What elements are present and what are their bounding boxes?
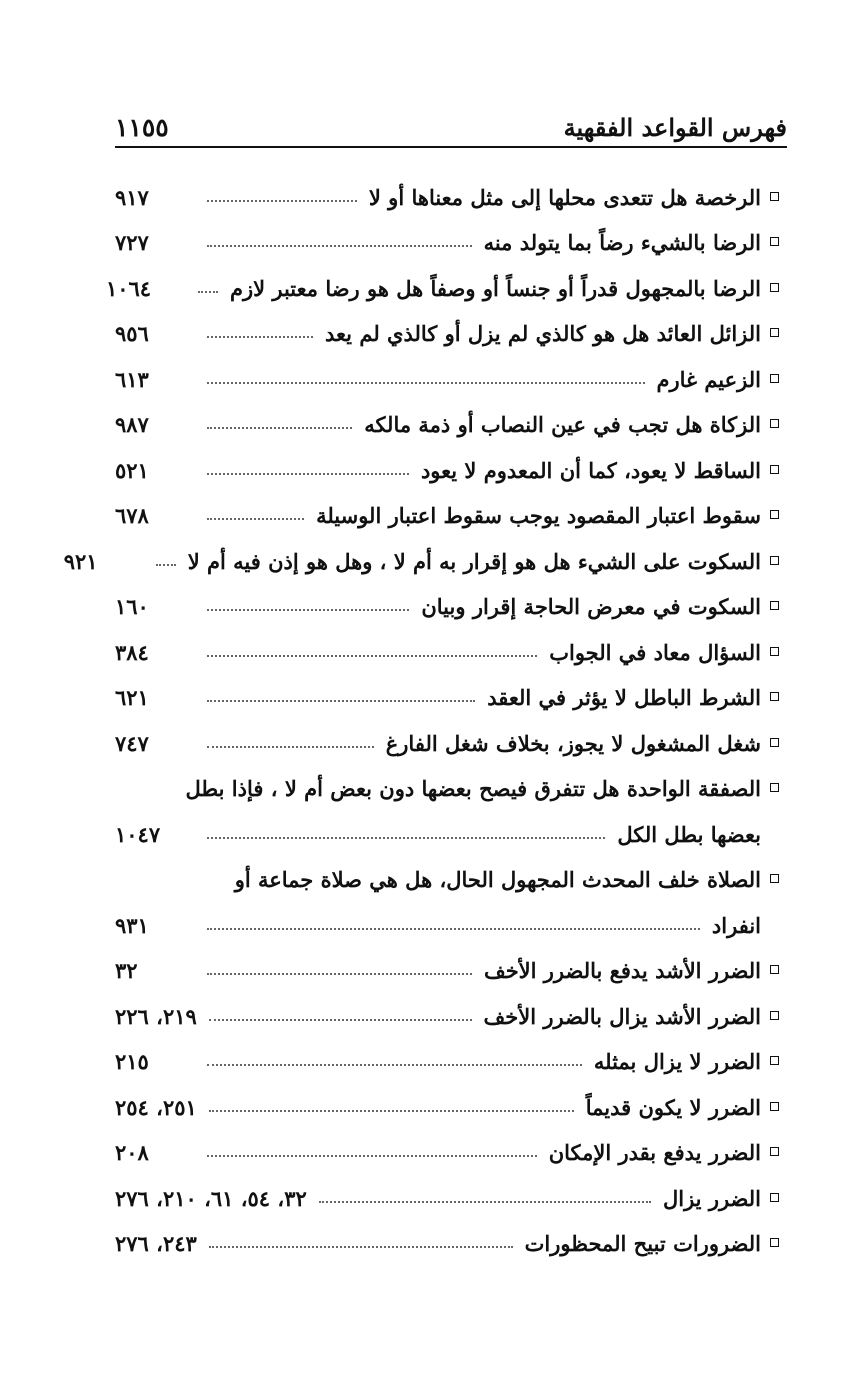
index-entry-pages: ٢٤٣، ٢٧٦ [115, 1231, 197, 1256]
index-entry [115, 671, 787, 717]
index-entry [115, 580, 787, 626]
index-entry-text: الزعيم غارم [656, 366, 761, 392]
index-entry-text: الضرر لا يكون قديماً [585, 1094, 761, 1120]
square-bullet-icon [761, 236, 787, 261]
index-entry-pages: ٢١٩، ٢٢٦ [115, 1003, 197, 1029]
index-entry [115, 1217, 787, 1263]
index-entry [115, 989, 787, 1035]
dot-leader [319, 1201, 651, 1203]
index-entry-line [115, 443, 787, 489]
index-entry-text: الضرر لا يزال بمثله [593, 1049, 761, 1074]
index-entry-first-line [115, 853, 787, 899]
index-entry-pages: ٩٥٦ [115, 321, 149, 346]
index-entry-continuation-line [115, 898, 787, 944]
index-entry-line [115, 1080, 787, 1126]
page-title: فهرس القواعد الفقهية [563, 113, 787, 142]
index-entry [115, 1126, 787, 1172]
dot-leader [207, 518, 304, 520]
square-bullet-icon [761, 327, 787, 352]
index-entry-pages: ٢٠٨ [115, 1140, 149, 1165]
index-entry-line [115, 352, 787, 398]
index-entry-text: الساقط لا يعود، كما أن المعدوم لا يعود [420, 457, 761, 483]
index-entry-text: الضرر يدفع بقدر الإمكان [548, 1140, 761, 1165]
index-entry-line [115, 216, 787, 262]
square-bullet-icon [761, 509, 787, 534]
index-entry-first-line [115, 762, 787, 808]
index-entry-line [105, 261, 787, 307]
index-entry [115, 853, 787, 944]
index-entry-line [115, 625, 787, 671]
dot-leader [207, 700, 475, 702]
index-entry-text: شغل المشغول لا يجوز، بخلاف شغل الفارغ [385, 730, 761, 756]
index-entry-line [63, 534, 787, 580]
index-entry-line [115, 1035, 787, 1081]
dot-leader [207, 837, 605, 839]
index-entry-continuation-text: انفراد [711, 912, 761, 938]
index-entry-line [115, 944, 787, 990]
square-bullet-icon [761, 1237, 787, 1262]
square-bullet-icon [761, 782, 787, 807]
dot-leader [207, 245, 472, 247]
index-entry-pages: ٣٢، ٥٤، ٦١، ٢١٠، ٢٧٦ [115, 1185, 307, 1211]
index-entry-pages: ٩٣١ [115, 912, 149, 938]
index-entry [115, 398, 787, 444]
dot-leader [207, 427, 352, 429]
index-entry-pages: ٢٥١، ٢٥٤ [115, 1094, 197, 1120]
index-entry-text: الضرر يزال [662, 1185, 761, 1211]
index-entry-text: الضرر الأشد يزال بالضرر الأخف [483, 1003, 761, 1029]
index-entry-line [115, 307, 787, 353]
index-entry [115, 216, 787, 262]
index-entry-line [115, 489, 787, 535]
square-bullet-icon [761, 464, 787, 489]
dot-leader [207, 655, 537, 657]
index-entry [115, 762, 787, 853]
square-bullet-icon [761, 646, 787, 671]
square-bullet-icon [761, 191, 787, 216]
index-entry [115, 1035, 787, 1081]
dot-leader [207, 336, 313, 338]
index-entry [115, 625, 787, 671]
index-entry-pages: ١٦٠ [115, 594, 149, 619]
square-bullet-icon [761, 691, 787, 716]
square-bullet-icon [761, 1055, 787, 1080]
dot-leader [198, 291, 218, 293]
index-entry-pages: ١٠٤٧ [115, 821, 161, 847]
index-entry-line [115, 989, 787, 1035]
index-entry-pages: ٩٨٧ [115, 412, 149, 437]
index-entry-text: الضرر الأشد يدفع بالضرر الأخف [483, 958, 761, 983]
square-bullet-icon [761, 555, 787, 580]
index-entry [115, 489, 787, 535]
index-entry-line [115, 398, 787, 444]
index-entry-text: الشرط الباطل لا يؤثر في العقد [487, 685, 761, 710]
index-entry-pages: ١٠٦٤ [105, 275, 152, 301]
index-entry-text: الضرورات تبيح المحظورات [524, 1231, 761, 1256]
index-entry-line [115, 1217, 787, 1263]
dot-leader [207, 382, 645, 384]
index-entry-continuation-text: بعضها بطل الكل [617, 821, 761, 847]
index-entry-text: الرخصة هل تتعدى محلها إلى مثل معناها أو لا [368, 184, 761, 210]
index-entry-pages: ٩٢١ [63, 548, 98, 574]
square-bullet-icon [761, 282, 787, 307]
square-bullet-icon [761, 1010, 787, 1035]
index-entry [115, 944, 787, 990]
dot-leader [207, 973, 472, 975]
dot-leader [209, 1110, 574, 1112]
index-entry-line [115, 671, 787, 717]
square-bullet-icon [761, 737, 787, 762]
dot-leader [207, 928, 700, 930]
index-entry [63, 534, 787, 580]
index-entry-continuation-line [115, 807, 787, 853]
dot-leader [207, 609, 409, 611]
dot-leader [207, 473, 409, 475]
index-entry-text: السكوت على الشيء هل هو إقرار به أم لا ، وهل هو إذن فيه أم لا [187, 548, 761, 574]
index-entry-line [115, 580, 787, 626]
dot-leader [207, 1064, 582, 1066]
square-bullet-icon [761, 964, 787, 989]
dot-leader [209, 1019, 472, 1021]
index-entry-text: الرضا بالمجهول قدراً أو جنساً أو وصفاً هل هو رضا معتبر لازم [229, 275, 761, 301]
index-entry [105, 261, 787, 307]
square-bullet-icon [761, 1146, 787, 1171]
index-entry [115, 307, 787, 353]
index-entry-pages: ٧٤٧ [115, 730, 149, 756]
index-entry-text: الزائل العائد هل هو كالذي لم يزل أو كالذي لم يعد [325, 321, 761, 346]
index-entry-line [115, 716, 787, 762]
index-entry-pages: ٦١٣ [115, 366, 149, 392]
index-entry-list [63, 170, 787, 1262]
index-entry [115, 1080, 787, 1126]
index-entry [115, 170, 787, 216]
square-bullet-icon [761, 418, 787, 443]
index-entry-text: السؤال معاد في الجواب [549, 639, 761, 665]
index-entry [115, 352, 787, 398]
square-bullet-icon [761, 1192, 787, 1217]
index-entry [115, 443, 787, 489]
index-entry-pages: ٢١٥ [115, 1049, 149, 1074]
square-bullet-icon [761, 600, 787, 625]
index-entry-text: الرضا بالشيء رضاً بما يتولد منه [483, 230, 761, 255]
index-entry-pages: ٧٢٧ [115, 230, 149, 255]
index-entry-pages: ٩١٧ [115, 184, 149, 210]
page-header [115, 96, 787, 148]
index-entry-text: السكوت في معرض الحاجة إقرار وبيان [421, 594, 761, 619]
index-entry-text: الزكاة هل تجب في عين النصاب أو ذمة مالكه [364, 412, 761, 437]
index-entry [115, 1171, 787, 1217]
index-entry-pages: ٣٢ [115, 958, 138, 983]
dot-leader [207, 200, 357, 202]
square-bullet-icon [761, 1101, 787, 1126]
index-entry-text: الصلاة خلف المحدث المجهول الحال، هل هي صلاة جماعة أو [234, 867, 761, 892]
dot-leader [207, 1155, 537, 1157]
square-bullet-icon [761, 373, 787, 398]
index-entry-line [115, 1126, 787, 1172]
dot-leader [209, 1246, 513, 1248]
page-number: ١١٥٥ [115, 113, 169, 142]
index-entry [115, 716, 787, 762]
index-entry-line [115, 1171, 787, 1217]
index-entry-pages: ٣٨٤ [115, 639, 149, 665]
index-entry-text: سقوط اعتبار المقصود يوجب سقوط اعتبار الوسيلة [316, 503, 761, 528]
dot-leader [207, 746, 374, 748]
index-entry-line [115, 170, 787, 216]
index-entry-text: الصفقة الواحدة هل تتفرق فيصح بعضها دون بعض أم لا ، فإذا بطل [185, 776, 761, 801]
square-bullet-icon [761, 873, 787, 898]
index-entry-pages: ٦٢١ [115, 685, 149, 710]
dot-leader [156, 564, 176, 566]
index-entry-pages: ٦٧٨ [115, 503, 149, 528]
index-entry-pages: ٥٢١ [115, 457, 149, 483]
